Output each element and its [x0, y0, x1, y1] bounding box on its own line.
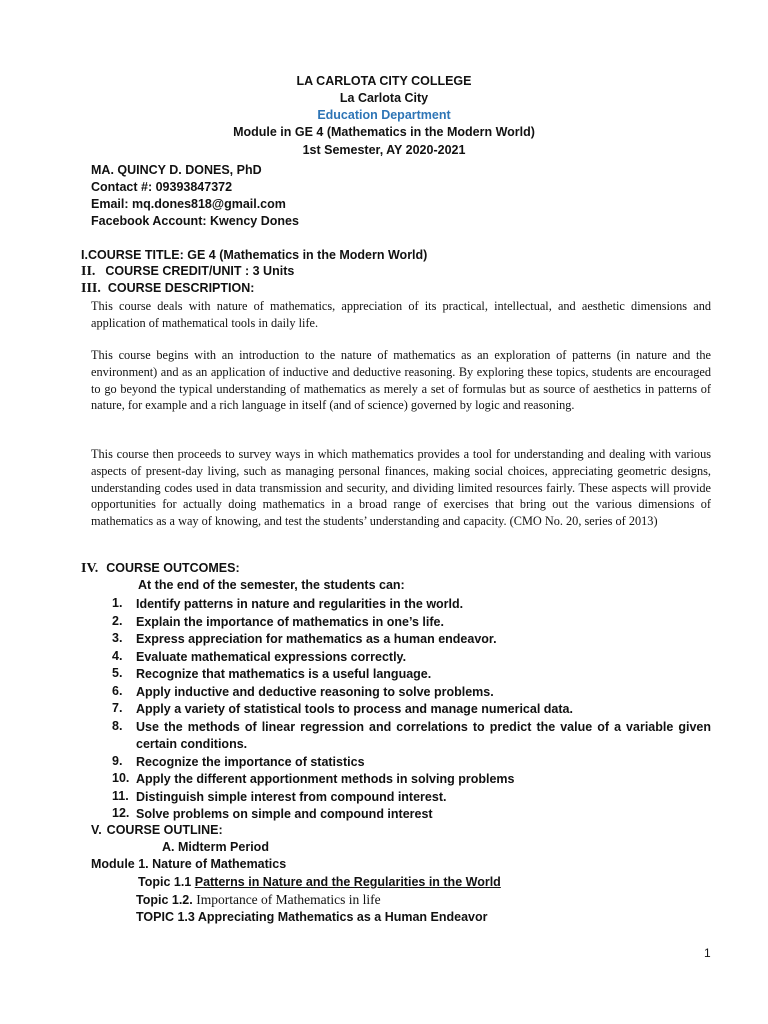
outcome-item — [0, 596, 768, 613]
department-name: Education Department — [317, 108, 451, 122]
outcome-text: Explain the importance of mathematics in one’s life. — [136, 614, 444, 629]
topic-prefix: Topic 1.1 — [138, 875, 195, 889]
outcome-text: Evaluate mathematical expressions correctly. — [136, 649, 407, 664]
outcome-text: Distinguish simple interest from compound interest. — [136, 789, 447, 804]
outline-topic: TOPIC 1.3 Appreciating Mathematics as a Human Endeavor — [136, 910, 488, 924]
section-number: I. — [81, 248, 88, 262]
outcome-number: 11. — [112, 788, 129, 803]
outcome-number: 5. — [112, 666, 123, 680]
outcome-item — [0, 806, 768, 823]
outcome-number: 10. — [112, 771, 130, 785]
semester-label: 1st Semester, AY 2020-2021 — [302, 143, 466, 157]
section-number: III. — [81, 281, 101, 296]
outcome-item — [0, 684, 768, 701]
instructor-email: Email: mq.dones818@gmail.com — [91, 197, 286, 211]
outcome-number: 12. — [112, 806, 130, 820]
module-title: Module in GE 4 (Mathematics in the Modern World) — [233, 125, 535, 139]
outcome-number: 4. — [112, 648, 123, 663]
section-number: V. — [91, 823, 102, 837]
outcome-item — [0, 719, 768, 754]
outcome-text: Solve problems on simple and compound interest — [136, 807, 433, 821]
description-paragraph: This course deals with nature of mathematics, appreciation of its practical, intellectual, and aesthetic dimensions and application of mathematical tools in daily life. — [91, 299, 711, 330]
section-label: COURSE DESCRIPTION: — [107, 281, 255, 295]
topic-title: Patterns in Nature and the Regularities in the World — [194, 875, 501, 889]
outline-topic — [138, 875, 501, 889]
section-course-credit — [81, 264, 294, 280]
section-label: COURSE OUTCOMES: — [106, 561, 240, 575]
topic-title: Importance of Mathematics in life — [196, 892, 381, 907]
section-course-title — [81, 248, 427, 262]
outcome-text: Identify patterns in nature and regularities in the world. — [136, 597, 464, 611]
outcome-text: Apply a variety of statistical tools to process and manage numerical data. — [136, 702, 573, 716]
outcome-number: 8. — [112, 718, 123, 733]
topic-prefix: Topic 1.2. — [136, 893, 197, 907]
outcome-item — [0, 789, 768, 806]
description-paragraph: This course begins with an introduction to the nature of mathematics as an exploration of patterns (in nature and the environment) and as an application of inductive and deductive reasoning. By exploring these topics, students are encouraged to go beyond the typical understanding of mathematics as merely a set of formulas but as source of aesthetics in patterns of nature, for example and a rich language in itself (and of science) governed by logic and reasoning. — [91, 348, 711, 413]
outcome-number: 6. — [112, 683, 123, 698]
section-label: COURSE CREDIT/UNIT : 3 Units — [105, 264, 295, 278]
instructor-name: MA. QUINCY D. DONES, PhD — [91, 163, 262, 177]
outcome-item — [0, 701, 768, 718]
college-city: La Carlota City — [339, 91, 429, 105]
description-paragraph: This course then proceeds to survey ways in which mathematics provides a tool for understanding and dealing with various aspects of present-day living, such as managing personal finances, making social choices, appreciating geometric designs, understanding codes used in data transmission and security, and dividing limited resources fairly. These aspects will provide opportunities for actually doing mathematics in a broad range of exercises that bring out the various dimensions of mathematics as a way of knowing, and test the students’ understanding and capacity. (CMO No. 20, series of 2013) — [91, 447, 711, 529]
outcome-text: Recognize the importance of statistics — [136, 754, 365, 769]
instructor-contact: Contact #: 09393847372 — [91, 180, 233, 194]
outcome-number: 3. — [112, 631, 123, 645]
section-course-outline — [91, 823, 223, 837]
section-label: COURSE TITLE: GE 4 (Mathematics in the Modern World) — [87, 248, 428, 262]
section-label: COURSE OUTLINE: — [106, 823, 223, 837]
outcomes-intro: At the end of the semester, the students can: — [138, 578, 405, 592]
page-number: 1 — [704, 946, 711, 960]
outcome-number: 9. — [112, 753, 123, 768]
outcome-text: Use the methods of linear regression and correlations to predict the value of a variable given certain conditions. — [136, 719, 711, 751]
instructor-facebook: Facebook Account: Kwency Dones — [91, 214, 299, 228]
outcome-item — [0, 771, 768, 788]
outline-period: A. Midterm Period — [162, 840, 269, 854]
outcome-item — [0, 666, 768, 683]
section-number: IV. — [81, 561, 99, 576]
outline-module: Module 1. Nature of Mathematics — [91, 857, 287, 871]
outcome-number: 2. — [112, 613, 123, 628]
outcome-item — [0, 631, 768, 648]
outcome-number: 7. — [112, 701, 123, 715]
outcome-text: Express appreciation for mathematics as a human endeavor. — [136, 632, 497, 646]
outcome-item — [0, 649, 768, 666]
outcome-text: Apply the different apportionment methods in solving problems — [136, 772, 515, 786]
outline-topic — [136, 892, 381, 908]
outcome-text: Recognize that mathematics is a useful language. — [136, 667, 432, 681]
section-number: II. — [81, 264, 96, 279]
section-course-description — [81, 281, 254, 297]
section-course-outcomes — [81, 561, 240, 577]
outcome-item — [0, 754, 768, 771]
outcome-text: Apply inductive and deductive reasoning to solve problems. — [136, 684, 494, 699]
outcome-item — [0, 614, 768, 631]
outcome-number: 1. — [112, 596, 123, 610]
college-name: LA CARLOTA CITY COLLEGE — [296, 74, 472, 88]
